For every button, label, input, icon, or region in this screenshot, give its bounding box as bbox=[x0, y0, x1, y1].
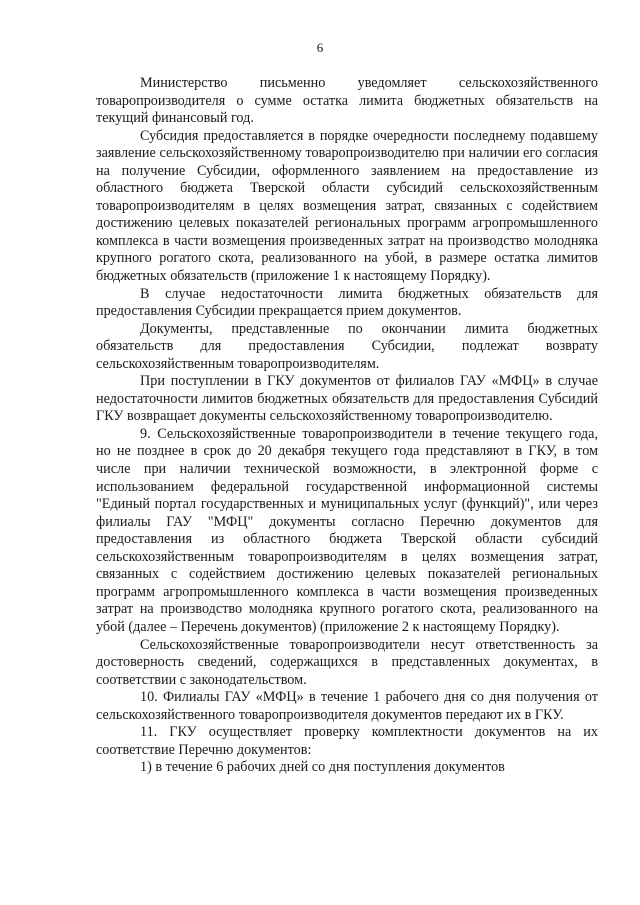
paragraph-clause-9: 9. Сельскохозяйственные товаропроизводители в течение текущего года, но не позднее в срок до 20 декабря текущего года представляют в ГКУ, в том числе при наличии технической возможности, в электронной форме с использованием федеральной государственной информационной системы "Единый портал государственных и муниципальных услуг (функций)", или через филиалы ГАУ "МФЦ" документы согласно Перечню документов для предоставления из областного бюджета Тверской области субсидий сельскохозяйственным товаропроизводителям в целях возмещения затрат, связанных с содействием достижению целевых показателей региональных программ агропромышленного комплекса в части возмещения произведенных затрат на производство молодняка крупного рогатого скота, реализованного на убой (далее – Перечень документов) (приложение 2 к настоящему Порядку). bbox=[96, 425, 598, 635]
paragraph-limit-insufficiency: В случае недостаточности лимита бюджетных обязательств для предоставления Субсидии прекращается прием документов. bbox=[96, 285, 598, 320]
document-body bbox=[96, 75, 598, 777]
page-number: 6 bbox=[316, 40, 324, 55]
paragraph-mfc-documents: При поступлении в ГКУ документов от филиалов ГАУ «МФЦ» в случае недостаточности лимитов бюджетных обязательств для предоставления Субсидий ГКУ возвращает документы сельскохозяйственному товаропроизводителю. bbox=[96, 373, 598, 425]
paragraph-clause-11-item-1: 1) в течение 6 рабочих дней со дня поступления документов bbox=[140, 759, 505, 776]
paragraph-clause-11: 11. ГКУ осуществляет проверку комплектности документов на их соответствие Перечню документов: bbox=[96, 724, 598, 758]
paragraph-ministry-notice: Министерство письменно уведомляет сельскохозяйственного товаропроизводителя о сумме остатка лимита бюджетных обязательств на текущий финансовый год. bbox=[96, 75, 598, 127]
paragraph-subsidy-order: Субсидия предоставляется в порядке очередности последнему подавшему заявление сельскохозяйственному товаропроизводителю при наличии его согласия на получение Субсидии, оформленного заявлением на предоставление из областного бюджета Тверской области субсидий сельскохозяйственным товаропроизводителям в целях возмещения затрат, связанных с содействием достижению целевых показателей региональных программ агропромышленного комплекса в части возмещения произведенных затрат на производство молодняка крупного рогатого скота, реализованного на убой, в размере остатка лимитов бюджетных обязательств (приложение 1 к настоящему Порядку). bbox=[96, 127, 598, 285]
paragraph-clause-10: 10. Филиалы ГАУ «МФЦ» в течение 1 рабочего дня со дня получения от сельскохозяйственного товаропроизводителя документов передают их в ГКУ. bbox=[96, 689, 598, 723]
paragraph-responsibility: Сельскохозяйственные товаропроизводители несут ответственность за достоверность сведений, содержащихся в представленных документах, в соответствии с законодательством. bbox=[96, 636, 598, 688]
paragraph-documents-return: Документы, представленные по окончании лимита бюджетных обязательств для предоставления Субсидии, подлежат возврату сельскохозяйственным товаропроизводителям. bbox=[96, 320, 598, 372]
